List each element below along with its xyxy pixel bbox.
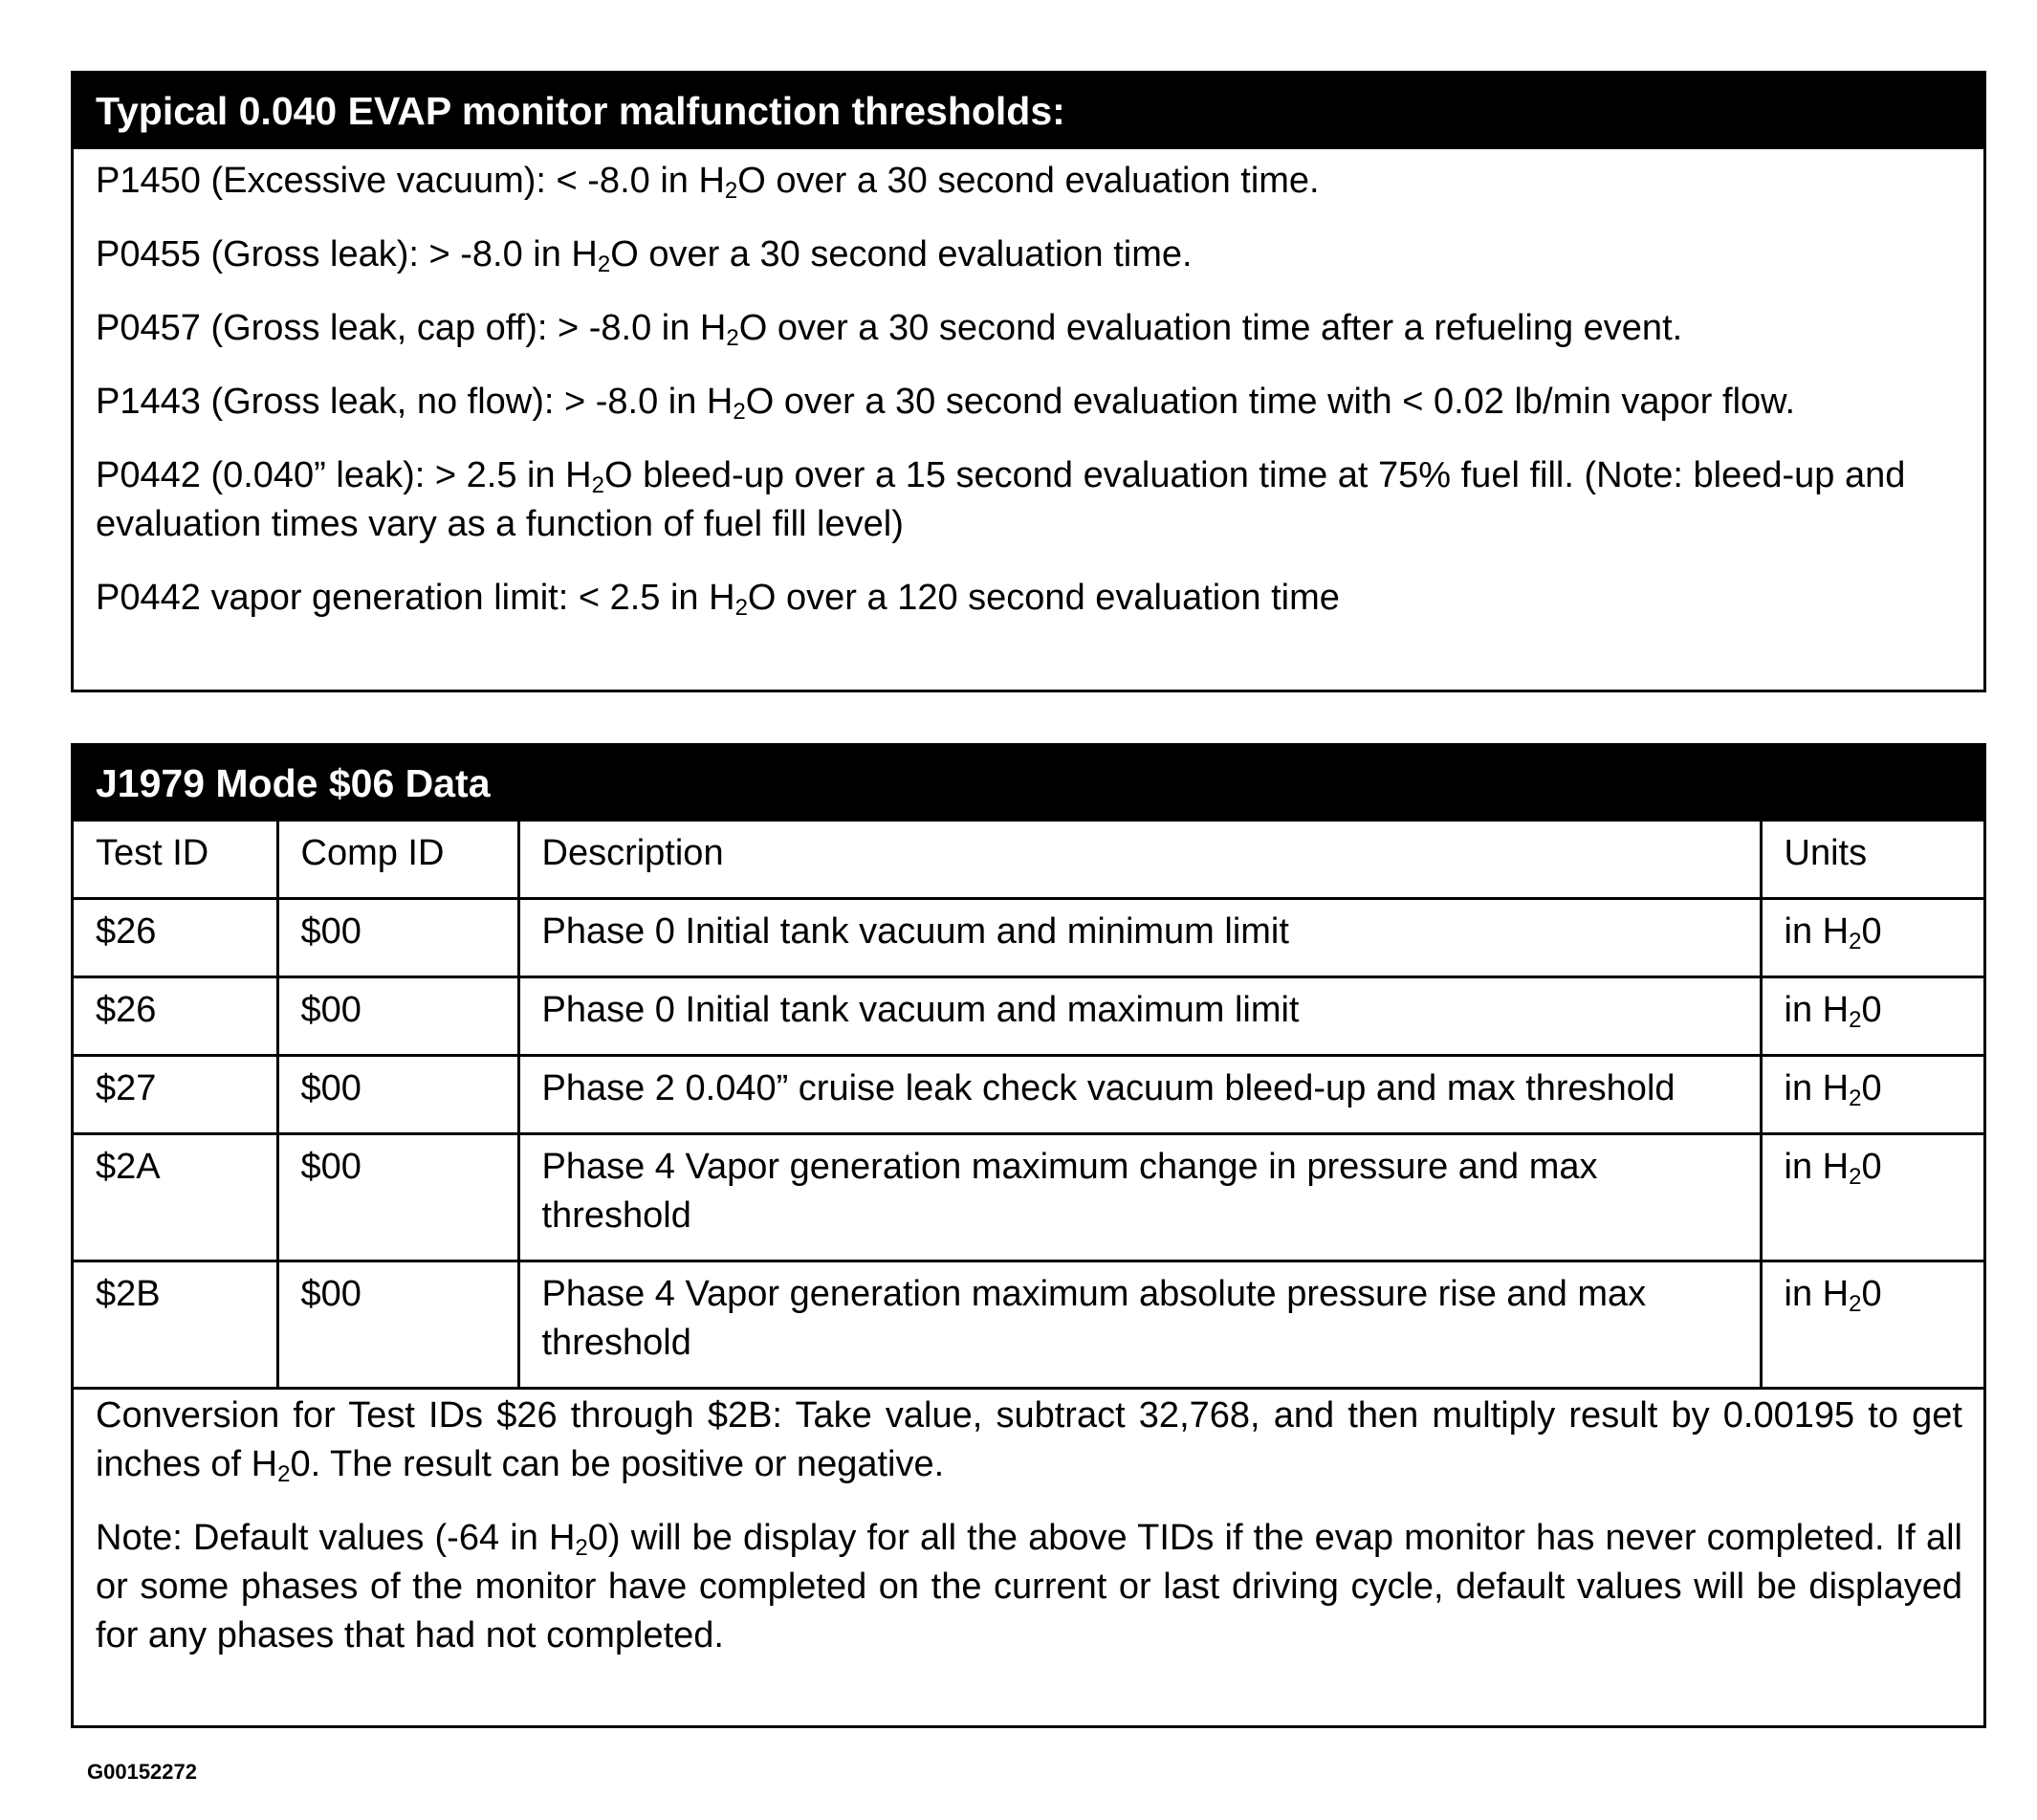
mode06-notes [74,1390,1983,1660]
thresholds-list [74,149,1983,623]
threshold-item-p0457: P0457 (Gross leak, cap off): > -8.0 in $H_2O$ over a 30 second evaluation time after a refueling event. [96,308,1683,351]
column-header-description: Description [518,822,1761,899]
cell-units: in $H_20$ [1761,977,1983,1056]
threshold-item-p0442-leak: P0442 (0.040” leak): > 2.5 in $H_2O$ bleed-up over a 15 second evaluation time at 75% fuel fill. (Note: bleed-up and evaluation times vary as a function of fuel fill level) [96,455,1906,544]
thresholds-title: Typical 0.040 EVAP monitor malfunction thresholds: [74,74,1983,149]
cell-test-id: $26 [74,899,277,977]
cell-comp-id: $00 [277,899,518,977]
cell-description: Phase 0 Initial tank vacuum and maximum limit [518,977,1761,1056]
table-header-row [74,822,1983,899]
cell-comp-id: $00 [277,977,518,1056]
default-values-note: Note: Default values (-64 in $H_20$) will be display for all the above TIDs if the evap monitor has never completed. If all or some phases of the monitor have completed on the current or last driving cycle, default values will be displayed for any phases that had not completed. [96,1518,1962,1656]
column-header-test-id: Test ID [74,822,277,899]
cell-test-id: $26 [74,977,277,1056]
conversion-note: Conversion for Test IDs $26 through $2B: Take value, subtract 32,768, and then multiply result by 0.00195 to get inches of $H_20$. The result can be positive or negative. [96,1395,1962,1487]
column-header-comp-id: Comp ID [277,822,518,899]
cell-units: in $H_20$ [1761,899,1983,977]
cell-description: Phase 0 Initial tank vacuum and minimum limit [518,899,1761,977]
threshold-item-p1450: P1450 (Excessive vacuum): < -8.0 in $H_2O$ over a 30 second evaluation time. [96,161,1320,204]
table-row [74,1056,1983,1134]
cell-comp-id: $00 [277,1261,518,1389]
thresholds-box [71,71,1986,692]
cell-comp-id: $00 [277,1056,518,1134]
table-row [74,1261,1983,1389]
cell-description: Phase 2 0.040” cruise leak check vacuum bleed-up and max threshold [518,1056,1761,1134]
column-header-units: Units [1761,822,1983,899]
threshold-item-p0455: P0455 (Gross leak): > -8.0 in $H_2O$ over a 30 second evaluation time. [96,234,1193,277]
cell-test-id: $27 [74,1056,277,1134]
table-row [74,977,1983,1056]
cell-units: in $H_20$ [1761,1261,1983,1389]
cell-units: in $H_20$ [1761,1056,1983,1134]
cell-comp-id: $00 [277,1134,518,1261]
mode06-box [71,743,1986,1728]
cell-units: in $H_20$ [1761,1134,1983,1261]
cell-description: Phase 4 Vapor generation maximum absolute pressure rise and max threshold [518,1261,1761,1389]
table-row [74,1134,1983,1261]
figure-id: G00152272 [87,1760,197,1784]
threshold-item-p1443: P1443 (Gross leak, no flow): > -8.0 in $H_2O$ over a 30 second evaluation time with < 0.02 lb/min vapor flow. [96,382,1796,425]
cell-test-id: $2A [74,1134,277,1261]
threshold-item-p0442-vapor: P0442 vapor generation limit: < 2.5 in $H_2O$ over a 120 second evaluation time [96,578,1340,621]
cell-test-id: $2B [74,1261,277,1389]
mode06-title: J1979 Mode $06 Data [74,746,1983,822]
cell-description: Phase 4 Vapor generation maximum change in pressure and max threshold [518,1134,1761,1261]
mode06-table [74,822,1983,1390]
table-row [74,899,1983,977]
